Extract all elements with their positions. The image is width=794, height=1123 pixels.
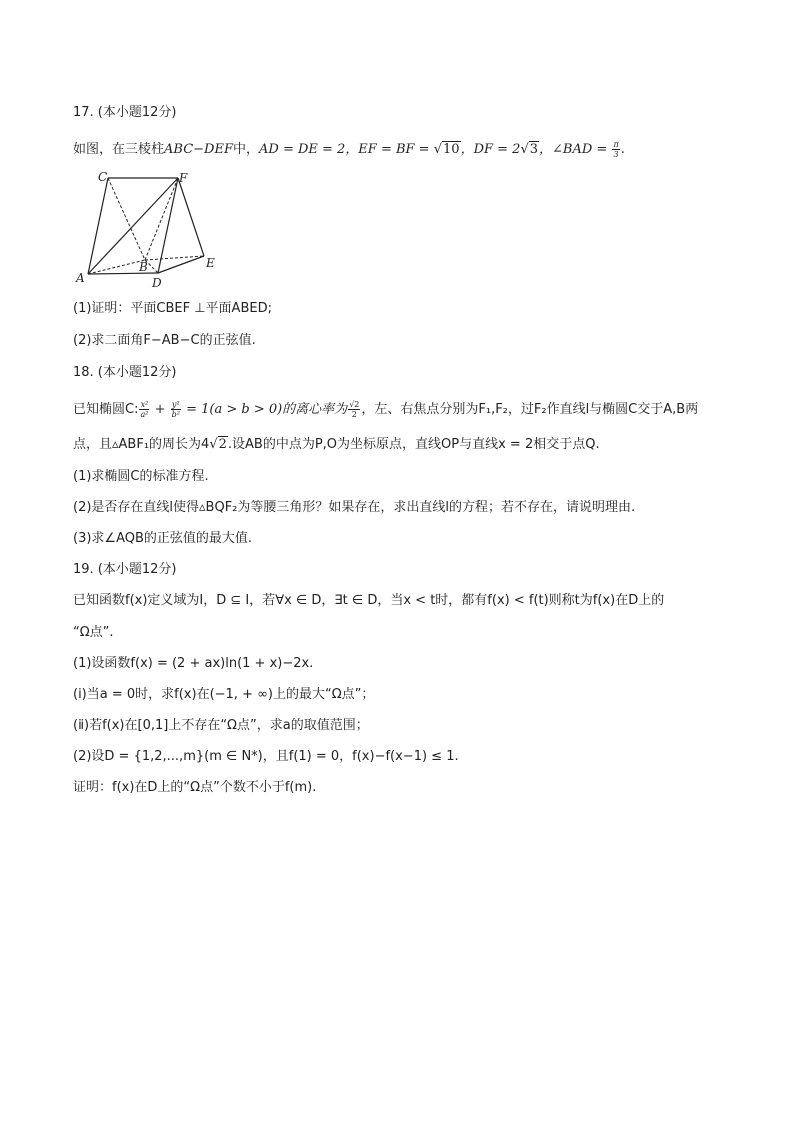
q18-part1: (1)求椭圆C的标准方程. — [73, 469, 209, 484]
q18-part2: (2)是否存在直线l使得▵BQF₂为等腰三角形？如果存在，求出直线l的方程；若不存在，请说明理由. — [73, 500, 636, 515]
label-A: A — [76, 271, 85, 285]
label-F: F — [179, 171, 188, 185]
q17-sqrt-10: 10 — [443, 142, 460, 157]
q18-x-fraction — [139, 400, 149, 419]
q19-line2: “Ω点”. — [73, 625, 114, 640]
q18-line2: 点，且▵ABF₁的周长为4√2.设AB的中点为P,O为坐标原点，直线OP与直线x = 2相交于点Q. — [73, 437, 600, 452]
q18-line1 — [73, 400, 698, 419]
q18-y2: y² — [171, 400, 180, 409]
edge-BF — [145, 178, 178, 260]
q17-period: . — [620, 142, 625, 157]
q18-header: 18. (本小题12分) — [73, 365, 177, 380]
label-E: E — [206, 256, 215, 270]
q18-plus: + — [150, 402, 170, 417]
edge-AF — [88, 178, 178, 274]
edge-CA — [88, 178, 108, 274]
q19-part1-i: (ⅰ)当a = 0时，求f(x)在(−1, + ∞)上的最大“Ω点”； — [73, 687, 375, 702]
q18-l2-sqrt: 2 — [218, 437, 227, 452]
q18-l2-pre: 点，且▵ABF₁的周长为4 — [73, 437, 210, 452]
edge-FE — [178, 178, 204, 256]
q19-part2: (2)设D = {1,2,...,m}(m ∈ N*)，且f(1) = 0，f(x)−f(x−1) ≤ 1. — [73, 749, 459, 764]
q17-intro: 如图，在三棱柱ABC−DEF中，AD = DE = 2，EF = BF = √10，DF = 2√3，∠BAD = $\frac{\pi}{3}$ . — [73, 140, 625, 159]
q18-x2: x² — [140, 400, 149, 409]
q19-line1: 已知函数f(x)定义域为I，D ⊆ I，若∀x ∈ D，∃t ∈ D，当x < t时，都有f(x) < f(t)则称t为f(x)在D上的 — [73, 593, 665, 608]
label-C: C — [98, 170, 108, 184]
label-B: B — [139, 260, 148, 274]
q17-prism: ABC−DEF — [164, 142, 233, 157]
label-D: D — [152, 276, 162, 290]
q18-l2-post: .设AB的中点为P,O为坐标原点，直线OP与直线x = 2相交于点Q. — [227, 437, 600, 452]
q18-y-fraction — [171, 400, 181, 419]
q18-e-fraction — [348, 400, 360, 419]
q19-part1-ii: (ⅱ)若f(x)在[0,1]上不存在“Ω点”，求a的取值范围； — [73, 718, 369, 733]
q17-angle-fraction — [612, 140, 619, 159]
q17-header: 17. (本小题12分) — [73, 105, 177, 120]
q18-e-den: 2 — [351, 410, 357, 419]
q17-given-3: ，∠BAD = — [539, 142, 612, 157]
q17-given-1: AD = DE = 2，EF = BF = — [259, 142, 434, 157]
q17-intro-mid: 中， — [232, 142, 259, 157]
q17-given-2: ，DF = 2 — [460, 142, 521, 157]
q18-l1-pre: 已知椭圆C: — [73, 402, 139, 417]
q18-b2: b² — [171, 410, 180, 419]
q19-proof: 证明：f(x)在D上的“Ω点”个数不小于f(m). — [73, 780, 317, 795]
q19-header: 19. (本小题12分) — [73, 562, 177, 577]
q18-a2: a² — [140, 410, 149, 419]
q17-sqrt-3: 3 — [529, 142, 539, 157]
q18-l1-post: ，左、右焦点分别为F₁,F₂，过F₂作直线l与椭圆C交于A,B两 — [361, 402, 699, 417]
q17-angle-den: 3 — [613, 150, 619, 159]
edge-DE — [158, 256, 204, 273]
edge-AB — [88, 260, 145, 274]
q17-part1: (1)证明：平面CBEF ⊥平面ABED; — [73, 301, 272, 316]
q18-part3: (3)求∠AQB的正弦值的最大值. — [73, 531, 253, 546]
q17-part2: (2)求二面角F−AB−C的正弦值. — [73, 333, 256, 348]
q18-e-num: √2 — [349, 400, 360, 409]
q19-part1: (1)设函数f(x) = (2 + ax)ln(1 + x)−2x. — [73, 656, 314, 671]
q18-l1-mid: = 1(a > b > 0)的离心率为 — [181, 402, 348, 417]
q17-intro-pre: 如图，在三棱柱 — [73, 142, 165, 157]
q17-angle-num: π — [613, 140, 619, 149]
q17-prism-figure — [70, 170, 230, 292]
